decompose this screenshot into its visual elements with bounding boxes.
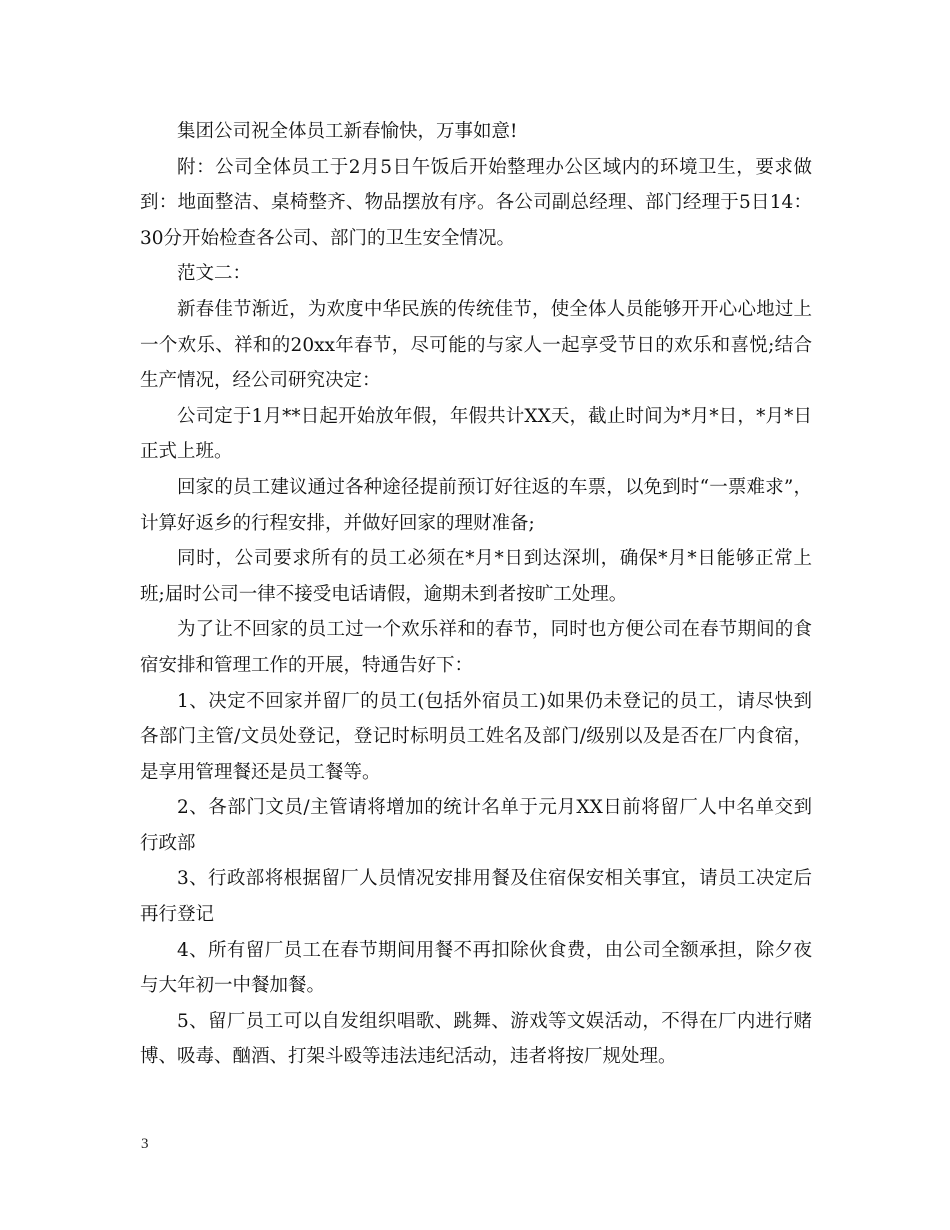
paragraph-item-5: 5、留厂员工可以自发组织唱歌、跳舞、游戏等文娱活动，不得在厂内进行赌博、吸毒、酗酒、打架斗殴等违法违纪活动，违者将按厂规处理。 bbox=[140, 1010, 812, 1068]
paragraph-return-requirement: 同时，公司要求所有的员工必须在*月*日到达深圳，确保*月*日能够正常上班;届时公司一律不接受电话请假，逾期未到者按旷工处理。 bbox=[140, 548, 812, 605]
paragraph-travel-advice: 回家的员工建议通过各种途径提前预订好往返的车票，以免到时“一票难求”，计算好返乡的行程安排，并做好回家的理财准备; bbox=[140, 476, 812, 534]
paragraph-greeting: 集团公司祝全体员工新春愉快，万事如意! bbox=[177, 121, 518, 142]
paragraph-holiday-dates: 公司定于1月**日起开始放年假，年假共计XX天，截止时间为*月*日，*月*日正式上班。 bbox=[140, 405, 812, 463]
page-number: 3 bbox=[141, 1136, 149, 1152]
paragraph-sample-heading: 范文二： bbox=[177, 263, 252, 285]
document-body bbox=[140, 114, 812, 1075]
paragraph-item-2: 2、各部门文员/主管请将增加的统计名单于元月XX日前将留厂人中名单交到行政部 bbox=[140, 797, 812, 854]
paragraph-intro: 新春佳节渐近，为欢度中华民族的传统佳节，使全体人员能够开开心心地过上一个欢乐、祥和的20xx年春节，尽可能的与家人一起享受节日的欢乐和喜悦;结合生产情况，经公司研究决定： bbox=[140, 298, 812, 392]
paragraph-item-3: 3、行政部将根据留厂人员情况安排用餐及住宿保安相关事宜，请员工决定后再行登记 bbox=[140, 868, 812, 926]
paragraph-appendix: 附：公司全体员工于2月5日午饭后开始整理办公区域内的环境卫生，要求做到：地面整洁、桌椅整齐、物品摆放有序。各公司副总经理、部门经理于5日14：30分开始检查各公司、部门的卫生安全情况。 bbox=[140, 156, 812, 249]
paragraph-item-1: 1、决定不回家并留厂的员工(包括外宿员工)如果仍未登记的员工，请尽快到各部门主管/文员处登记，登记时标明员工姓名及部门/级别以及是否在厂内食宿，是享用管理餐还是员工餐等。 bbox=[140, 690, 812, 783]
paragraph-item-4: 4、所有留厂员工在春节期间用餐不再扣除伙食费，由公司全额承担，除夕夜与大年初一中餐加餐。 bbox=[140, 939, 812, 997]
paragraph-stay-notice: 为了让不回家的员工过一个欢乐祥和的春节，同时也方便公司在春节期间的食宿安排和管理工作的开展，特通告好下： bbox=[140, 619, 812, 676]
